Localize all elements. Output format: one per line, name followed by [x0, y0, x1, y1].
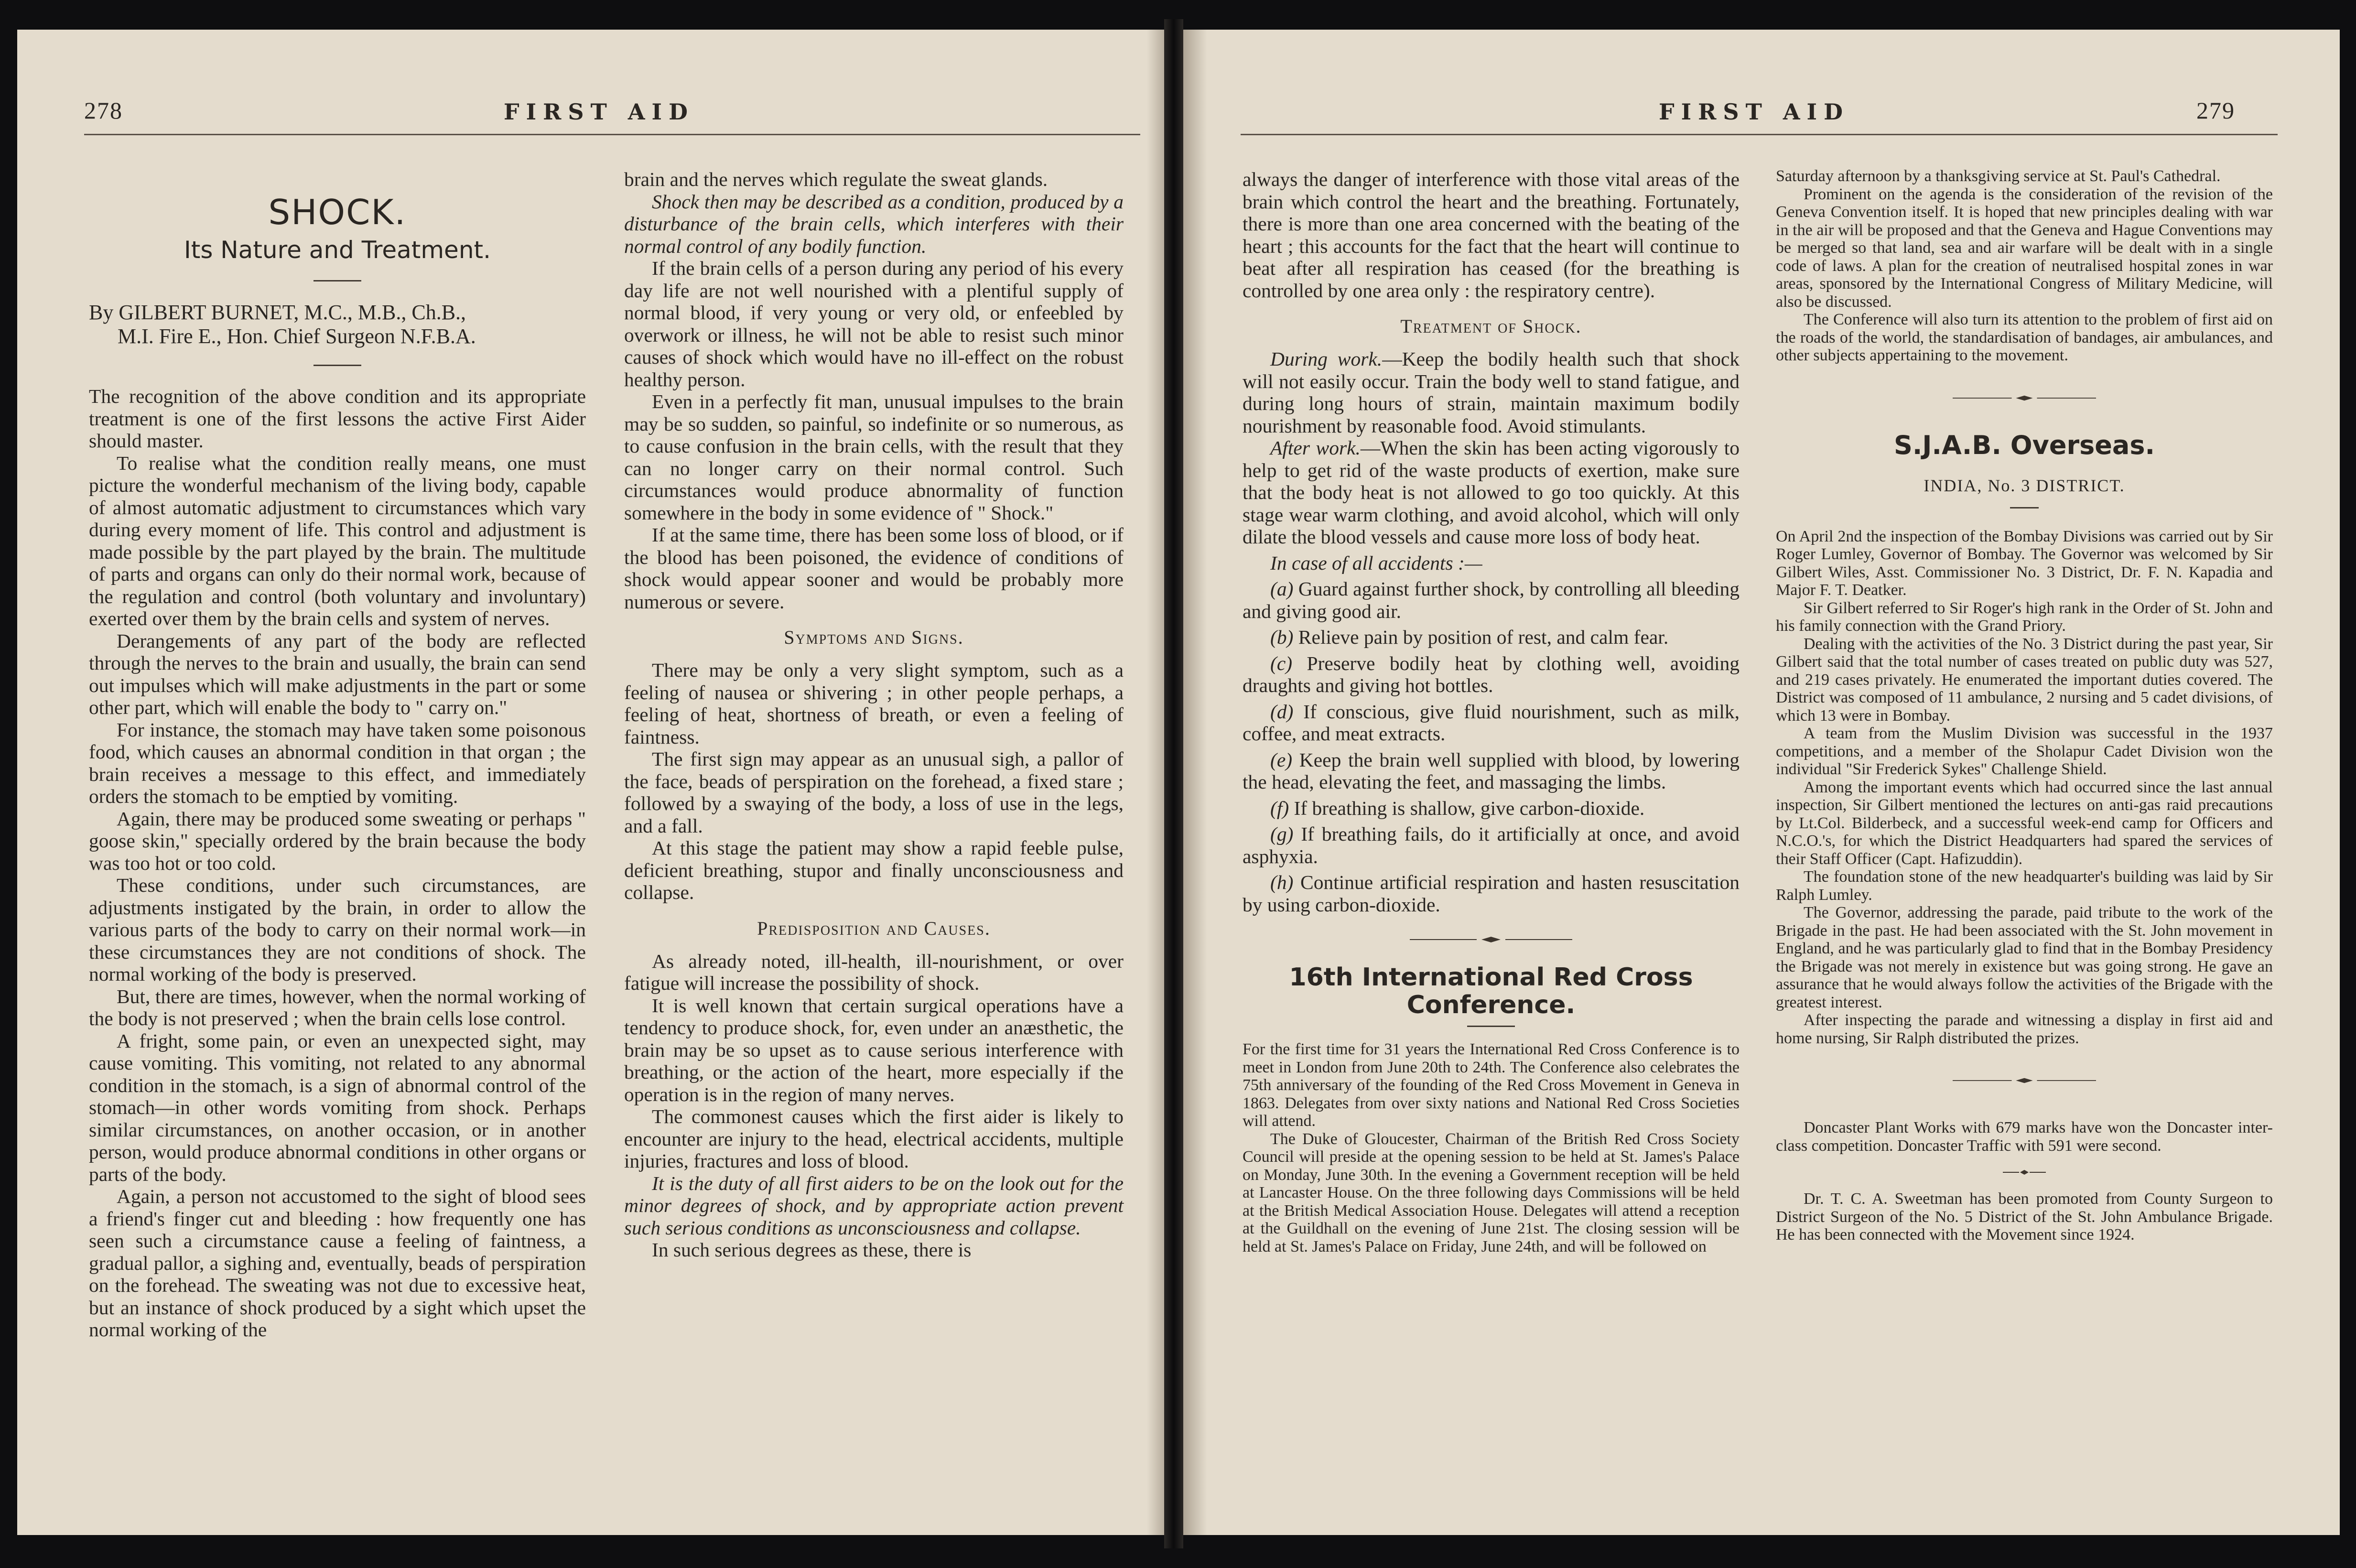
paragraph: As already noted, ill-health, ill-nourishment, or over fatigue will increase the possibility of shock.: [624, 950, 1124, 994]
paragraph: There may be only a very slight symptom, such as a feeling of nausea or shivering ; in other people perhaps, a feeling of heat, shortness of breath, or even a feeling of faintness.: [624, 659, 1124, 748]
paragraph: Again, a person not accustomed to the sight of blood sees a friend's finger cut and bleeding : how frequently one has seen such a circumstance cause a feeling of faintness, a gradual pallor, a sighing and, eventually, beads of perspiration on the forehead. The sweating was not due to excessive heat, but an instance of shock produced by a sight which upset the normal working of the: [89, 1185, 586, 1341]
paragraph: The Conference will also turn its attention to the problem of first aid on the roads of the world, the standardisation of bandages, air ambulances, and other subjects appertaining to the movement.: [1776, 311, 2273, 364]
running-head: FIRST AID: [504, 99, 694, 125]
symptoms-heading: Symptoms and Signs.: [784, 627, 964, 648]
paragraph: Sir Gilbert referred to Sir Roger's high rank in the Order of St. John and his family connection with the Grand Priory.: [1776, 599, 2273, 635]
page-number: 278: [84, 97, 123, 124]
paragraph: If the brain cells of a person during any period of his every day life are not well nourished with a plentiful supply of normal blood, if very young or very old, or enfeebled by overwork or illness, he will not be able to resist such minor causes of shock which would have no ill-effect on the robust healthy person.: [624, 257, 1124, 390]
item-text: If breathing fails, do it artificially at once, and avoid asphyxia.: [1243, 823, 1740, 867]
item-text: If conscious, give fluid nourishment, such as milk, coffee, and meat extracts.: [1243, 700, 1740, 745]
during-work-text: —Keep the bodily health such that shock will not easily occur. Train the body well to stand fatigue, and during long hours of strain, maintain maximum bodily nourishment by reasonable food. Avoid stimulants.: [1243, 348, 1740, 437]
item-letter: (g): [1270, 823, 1294, 845]
causes-text: [624, 950, 1124, 1172]
paragraph: If at the same time, there has been some loss of blood, or if the blood has been poisoned, the evidence of conditions of shock would appear sooner and would be probably more numerous or severe.: [624, 524, 1124, 613]
paragraph: Again, there may be produced some sweating or perhaps " goose skin," specially ordered by the brain because the body was too hot or too cold.: [89, 807, 586, 874]
item-letter: (e): [1270, 748, 1293, 771]
overseas-title: S.J.A.B. Overseas.: [1893, 430, 2155, 460]
paragraph: Even in a perfectly fit man, unusual impulses to the brain may be so sudden, so painful, so indefinite or so numerous, as to cause confusion in the brain cells, with the result that they can no longer carry on their normal control. Such circumstances would produce abnormality of function somewhere in the body in some evidence of " Shock.": [624, 390, 1124, 524]
during-work-paragraph: [1243, 348, 1740, 437]
after-work-text: —When the skin has been acting vigorously to help to get rid of the waste products of exertion, make sure that the body heat is not allowed to go too quickly. At this stage wear warm clothing, and avoid alcohol, which will only dilate the blood vessels and cause more loss of body heat.: [1243, 437, 1740, 548]
symptoms-text: [624, 659, 1124, 904]
paragraph: The Duke of Gloucester, Chairman of the British Red Cross Society Council will preside at the opening session to be held at St. James's Palace on Monday, June 30th. In the evening a Government reception will be held at Lancaster House. On the three following days Commissions will be held at the British Medical Association House. Delegates will attend a reception at the Guildhall on the evening of June 21st. The closing session will be held at St. James's Palace on Friday, June 24th, and will be followed on: [1243, 1130, 1740, 1255]
item-text: Relieve pain by position of rest, and calm fear.: [1293, 626, 1669, 648]
page-edge-shadow: [1147, 30, 1164, 1535]
sub-rule: [2010, 507, 2039, 508]
book-gutter: [1164, 19, 1183, 1548]
item-text: Keep the brain well supplied with blood, by lowering the head, elevating the feet, and massaging the limbs.: [1243, 748, 1740, 793]
item-letter: (f): [1270, 797, 1289, 819]
accident-list: [1243, 578, 1740, 916]
during-work-label: During work.: [1270, 348, 1383, 370]
sweetman-note: Dr. T. C. A. Sweetman has been promoted from County Surgeon to District Surgeon of the No. 5 District of the St. John Ambulance Brigade. He has been connected with the Movement since 1924.: [1776, 1190, 2273, 1244]
doncaster-note: Doncaster Plant Works with 679 marks have won the Doncaster inter-class competition. Doncaster Traffic with 591 were second.: [1776, 1119, 2273, 1155]
header-rule: [84, 134, 1140, 135]
byline-1: By GILBERT BURNET, M.C., M.B., Ch.B.,: [89, 301, 466, 324]
predisposition-heading: Predisposition and Causes.: [757, 917, 991, 939]
paragraph: In such serious degrees as these, there is: [652, 1239, 972, 1261]
item-text: Continue artificial respiration and hasten resuscitation by using carbon-dioxide.: [1243, 871, 1740, 916]
paragraph: The foundation stone of the new headquarter's building was laid by Sir Ralph Lumley.: [1776, 868, 2273, 904]
item-text: If breathing is shallow, give carbon-dioxide.: [1289, 797, 1645, 819]
right-page: [1183, 30, 2340, 1535]
page-number: 279: [2196, 97, 2235, 124]
title-rule: [1467, 1026, 1515, 1027]
conference-title-1: 16th International Red Cross: [1289, 963, 1693, 992]
shock-text: [89, 385, 586, 1341]
accident-item: [1243, 797, 1740, 820]
paragraph: A fright, some pain, or even an unexpected sight, may cause vomiting. This vomiting, not related to any abnormal condition in the stomach, is a sign of abnormal control of the stomach—in other words vomiting from shock. Perhaps similar circumstances, on another occasion, or in another person, would produce abnormal conditions in other organs or parts of the body.: [89, 1029, 586, 1185]
paragraph: After inspecting the parade and witnessing a display in first aid and home nursing, Sir Ralph distributed the prizes.: [1776, 1011, 2273, 1047]
paragraph: brain and the nerves which regulate the sweat glands.: [624, 168, 1048, 190]
shock-text-continued: [1243, 168, 1740, 302]
item-letter: (d): [1270, 700, 1294, 723]
byline-rule: [313, 365, 361, 366]
running-head: FIRST AID: [1659, 99, 1849, 125]
accident-item: [1243, 823, 1740, 867]
left-page: [17, 30, 1164, 1535]
conference-title-2: Conference.: [1406, 991, 1576, 1019]
accident-item: [1243, 652, 1740, 697]
paragraph: Derangements of any part of the body are reflected through the nerves to the brain and usually, the brain can send out impulses which will make adjustments in the part or some other part, which will enable the body to " carry on.": [89, 629, 586, 718]
item-letter: (c): [1270, 652, 1293, 674]
item-letter: (h): [1270, 871, 1294, 893]
shock-text-2: [624, 257, 1124, 613]
conference-text: [1243, 1040, 1740, 1255]
ornament-divider: [1953, 393, 2096, 403]
paragraph: For instance, the stomach may have taken some poisonous food, which causes an abnormal condition in that organ ; the brain receives a message to this effect, and immediately orders the stomach to be emptied by vomiting.: [89, 718, 586, 807]
paragraph: To realise what the condition really means, one must picture the wonderful mechanism of the living body, capable of almost automatic adjustment to circumstances which vary during every moment of life. This control and adjustment is made possible by the part played by the brain. The multitude of parts and organs can only do their normal work, because of the regulation and control (both voluntary and involuntary) exerted over them by the brain cells and system of nerves.: [89, 452, 586, 629]
left-column-1: [89, 173, 586, 1341]
treatment-heading: Treatment of Shock.: [1400, 315, 1582, 337]
paragraph: But, there are times, however, when the normal working of the body is not preserved ; when the brain cells lose control.: [89, 985, 586, 1029]
accident-item: [1243, 749, 1740, 793]
header-rule: [1241, 134, 2278, 135]
item-letter: (b): [1270, 626, 1294, 648]
paragraph: A team from the Muslim Division was successful in the 1937 competitions, and a member of the Sholapur Cadet Division won the individual "Sir Frederick Sykes" Challenge Shield.: [1776, 725, 2273, 778]
item-text: Preserve bodily heat by clothing well, avoiding draughts and giving hot bottles.: [1243, 652, 1740, 696]
byline-2: M.I. Fire E., Hon. Chief Surgeon N.F.B.A.: [118, 324, 476, 348]
overseas-subheading: INDIA, No. 3 DISTRICT.: [1924, 476, 2125, 495]
ornament-divider: [1410, 935, 1572, 944]
paragraph: It is well known that certain surgical operations have a tendency to produce shock, for, even under an anæsthetic, the brain may be so upset as to cause serious interference with breathing, or the action of the heart, more especially if the operation is in the region of many nerves.: [624, 994, 1124, 1105]
all-accidents-heading: In case of all accidents :—: [1270, 552, 1482, 574]
paragraph: Saturday afternoon by a thanksgiving service at St. Paul's Cathedral.: [1776, 167, 2221, 185]
item-text: Guard against further shock, by controlling all bleeding and giving good air.: [1243, 578, 1740, 622]
after-work-paragraph: [1243, 437, 1740, 548]
right-column-2: [1776, 167, 2273, 1244]
page-edge-shadow: [1183, 30, 1207, 1535]
overseas-text: [1776, 528, 2273, 1048]
right-column-1: [1243, 168, 1740, 1255]
paragraph: At this stage the patient may show a rapid feeble pulse, deficient breathing, stupor and finally unconsciousness and collapse.: [624, 837, 1124, 903]
paragraph: The first sign may appear as an unusual sigh, a pallor of the face, beads of perspiration on the forehead, a fixed stare ; followed by a swaying of the body, a loss of use in the legs, and a fall.: [624, 748, 1124, 837]
ornament-divider: [1953, 1076, 2096, 1085]
paragraph: For the first time for 31 years the International Red Cross Conference is to meet in London from June 20th to 24th. The Conference also celebrates the 75th anniversary of the founding of the Red Cross Movement in Geneva in 1863. Delegates from over sixty nations and National Red Cross Societies will attend.: [1243, 1040, 1740, 1130]
title-rule: [313, 280, 361, 281]
accident-item: [1243, 701, 1740, 745]
paragraph: The commonest causes which the first aider is likely to encounter are injury to the head, electrical accidents, multiple injuries, fractures and loss of blood.: [624, 1105, 1124, 1172]
paragraph: On April 2nd the inspection of the Bombay Divisions was carried out by Sir Roger Lumley, Governor of Bombay. The Governor was welcomed by Sir Gilbert Wiles, Asst. Commissioner No. 3 District, Dr. F. N. Kapadia and Major F. T. Deatker.: [1776, 527, 2273, 599]
paragraph: Among the important events which had occurred since the last annual inspection, Sir Gilbert mentioned the lectures on anti-gas raid precautions by Lt.Col. Bilderbeck, and a successful week-end camp for Officers and N.C.O.'s, for which the District Headquarters had spared the services of their Staff Officer (Capt. Hafizuddin).: [1776, 778, 2273, 868]
paragraph: These conditions, under such circumstances, are adjustments instigated by the brain, in order to allow the various parts of the body to carry on their normal work—in these circumstances they are not conditions of shock. The normal working of the body is preserved.: [89, 874, 586, 985]
accident-item: [1243, 871, 1740, 916]
accident-item: [1243, 626, 1740, 649]
small-ornament: [2003, 1169, 2046, 1176]
paragraph: Dealing with the activities of the No. 3 District during the past year, Sir Gilbert said that the total number of cases treated on public duty was 527, and 219 cases privately. He enumerated the important duties covered. The District was composed of 11 ambulance, 2 nursing and 5 cadet divisions, of which 13 were in Bombay.: [1776, 635, 2273, 725]
left-column-2: [624, 168, 1124, 1261]
article-subtitle: Its Nature and Treatment.: [184, 236, 491, 264]
paragraph: Prominent on the agenda is the consideration of the revision of the Geneva Convention itself. It is hoped that new principles dealing with war in the air will be proposed and that the Geneva and Hague Conventions may be merged so that land, sea and air warfare will be dealt with in a single code of laws. A plan for the creation of neutralised hospital zones in war areas, sponsored by the International Congress of Military Medicine, will also be discussed.: [1776, 185, 2273, 311]
accident-item: [1243, 578, 1740, 622]
conference-text-continued: [1776, 167, 2273, 365]
definition-italic: Shock then may be described as a condition, produced by a disturbance of the brain cells, which interferes with their normal control of any bodily function.: [624, 190, 1124, 257]
duty-italic: It is the duty of all first aiders to be on the look out for the minor degrees of shock, and by appropriate action prevent such serious conditions as unconsciousness and collapse.: [624, 1172, 1124, 1239]
item-letter: (a): [1270, 578, 1294, 600]
after-work-label: After work.: [1270, 437, 1361, 459]
article-title: SHOCK.: [268, 192, 407, 232]
paragraph: The recognition of the above condition and its appropriate treatment is one of the first lessons the active First Aider should master.: [89, 385, 586, 452]
paragraph: always the danger of interference with those vital areas of the brain which control the heart and the breathing. Fortunately, there is more than one area concerned with the beating of the heart ; this accounts for the fact that the heart will continue to beat after all respiration has ceased (for the breathing is controlled by one area only : the respiratory centre).: [1243, 168, 1740, 302]
paragraph: The Governor, addressing the parade, paid tribute to the work of the Brigade in the past. He had been associated with the St. John movement in England, and he was particularly glad to find that in the Bombay Presidency the Brigade was not merely in existence but was going strong. He gave an assurance that he would always follow the activities of the Brigade with the greatest interest.: [1776, 904, 2273, 1011]
